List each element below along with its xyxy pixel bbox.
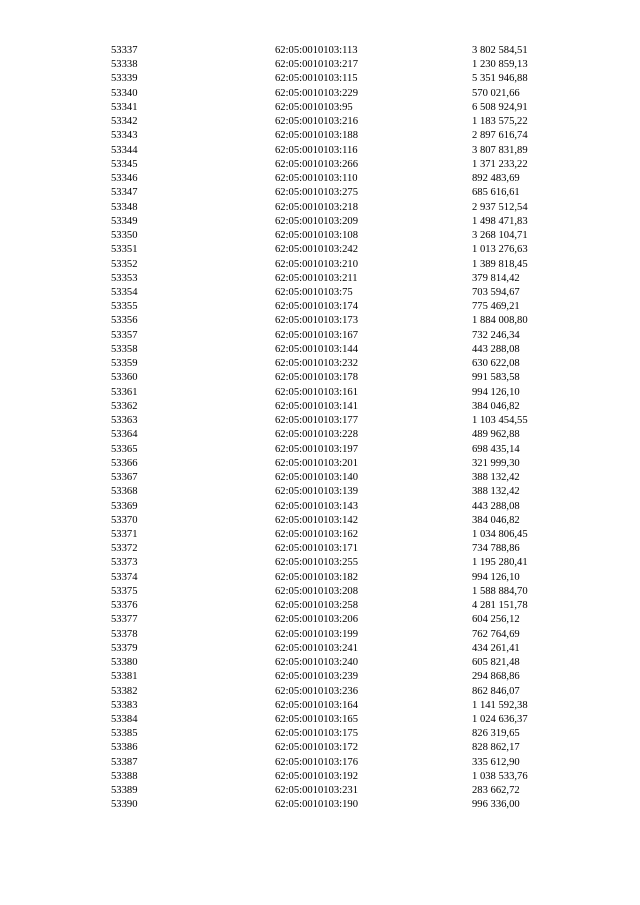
cadastral-number: 62:05:0010103:216 [275, 116, 358, 128]
table-row [0, 798, 640, 812]
table-row [0, 613, 640, 627]
table-row [0, 215, 640, 229]
cadastral-number: 62:05:0010103:176 [275, 756, 358, 768]
cadastral-number: 62:05:0010103:199 [275, 628, 358, 640]
cadastral-number: 62:05:0010103:144 [275, 343, 358, 355]
cadastral-value: 1 371 233,22 [472, 158, 528, 170]
row-number: 53352 [111, 258, 138, 270]
row-number: 53360 [111, 372, 138, 384]
row-number: 53374 [111, 571, 138, 583]
row-number: 53368 [111, 486, 138, 498]
cadastral-number: 62:05:0010103:113 [275, 45, 358, 56]
table-row [0, 400, 640, 414]
row-number: 53373 [111, 557, 138, 569]
cadastral-value: 862 846,07 [472, 685, 520, 697]
row-number: 53362 [111, 400, 138, 412]
table-row [0, 158, 640, 172]
row-number: 53347 [111, 187, 138, 199]
table-row [0, 642, 640, 656]
row-number: 53379 [111, 642, 138, 654]
cadastral-value: 994 126,10 [472, 571, 520, 583]
row-number: 53342 [111, 116, 138, 128]
row-number: 53348 [111, 201, 138, 213]
row-number: 53363 [111, 415, 138, 427]
cadastral-number: 62:05:0010103:177 [275, 415, 358, 427]
table-row [0, 699, 640, 713]
row-number: 53367 [111, 472, 138, 484]
row-number: 53351 [111, 244, 138, 256]
cadastral-number: 62:05:0010103:192 [275, 770, 358, 782]
cadastral-value: 283 662,72 [472, 785, 520, 797]
cadastral-value: 604 256,12 [472, 614, 520, 626]
table-row [0, 571, 640, 585]
table-row [0, 770, 640, 784]
cadastral-value: 732 246,34 [472, 329, 520, 341]
cadastral-number: 62:05:0010103:190 [275, 799, 358, 811]
table-row [0, 258, 640, 272]
cadastral-number: 62:05:0010103:116 [275, 144, 358, 156]
table-row [0, 44, 640, 58]
row-number: 53369 [111, 500, 138, 512]
row-number: 53385 [111, 728, 138, 740]
table-row [0, 101, 640, 115]
row-number: 53357 [111, 329, 138, 341]
row-number: 53376 [111, 600, 138, 612]
row-number: 53354 [111, 286, 138, 298]
cadastral-value: 1 013 276,63 [472, 244, 528, 256]
row-number: 53338 [111, 59, 138, 71]
cadastral-value: 1 038 533,76 [472, 770, 528, 782]
cadastral-value: 1 183 575,22 [472, 116, 528, 128]
cadastral-number: 62:05:0010103:108 [275, 230, 358, 242]
cadastral-number: 62:05:0010103:209 [275, 215, 358, 227]
table-row [0, 386, 640, 400]
cadastral-value: 2 897 616,74 [472, 130, 528, 142]
cadastral-value: 828 862,17 [472, 742, 520, 754]
table-row [0, 286, 640, 300]
row-number: 53371 [111, 528, 138, 540]
cadastral-value: 6 508 924,91 [472, 101, 528, 113]
cadastral-value: 703 594,67 [472, 286, 520, 298]
table-row [0, 670, 640, 684]
cadastral-value: 434 261,41 [472, 642, 520, 654]
cadastral-number: 62:05:0010103:173 [275, 315, 358, 327]
cadastral-value: 489 962,88 [472, 429, 520, 441]
row-number: 53380 [111, 657, 138, 669]
cadastral-value: 570 021,66 [472, 87, 520, 99]
cadastral-number: 62:05:0010103:164 [275, 699, 358, 711]
cadastral-value: 3 268 104,71 [472, 230, 528, 242]
cadastral-value: 384 046,82 [472, 400, 520, 412]
cadastral-value: 388 132,42 [472, 472, 520, 484]
cadastral-value: 5 351 946,88 [472, 73, 528, 85]
cadastral-number: 62:05:0010103:255 [275, 557, 358, 569]
table-row [0, 300, 640, 314]
row-number: 53345 [111, 158, 138, 170]
cadastral-number: 62:05:0010103:165 [275, 714, 358, 726]
row-number: 53387 [111, 756, 138, 768]
cadastral-value: 1 588 884,70 [472, 585, 528, 597]
cadastral-number: 62:05:0010103:258 [275, 600, 358, 612]
table-row [0, 599, 640, 613]
table-row [0, 115, 640, 129]
cadastral-number: 62:05:0010103:201 [275, 457, 358, 469]
row-number: 53378 [111, 628, 138, 640]
cadastral-value: 994 126,10 [472, 386, 520, 398]
table-row [0, 685, 640, 699]
table-row [0, 443, 640, 457]
cadastral-number: 62:05:0010103:110 [275, 173, 358, 185]
cadastral-number: 62:05:0010103:217 [275, 59, 358, 71]
cadastral-value: 321 999,30 [472, 457, 520, 469]
cadastral-value: 1 884 008,80 [472, 315, 528, 327]
cadastral-number: 62:05:0010103:188 [275, 130, 358, 142]
row-number: 53339 [111, 73, 138, 85]
table-row [0, 727, 640, 741]
row-number: 53359 [111, 358, 138, 370]
cadastral-number: 62:05:0010103:140 [275, 472, 358, 484]
cadastral-number: 62:05:0010103:218 [275, 201, 358, 213]
cadastral-number: 62:05:0010103:161 [275, 386, 358, 398]
cadastral-value: 1 230 859,13 [472, 59, 528, 71]
cadastral-number: 62:05:0010103:143 [275, 500, 358, 512]
table-row [0, 656, 640, 670]
cadastral-number: 62:05:0010103:141 [275, 400, 358, 412]
cadastral-number: 62:05:0010103:242 [275, 244, 358, 256]
row-number: 53340 [111, 87, 138, 99]
table-row [0, 741, 640, 755]
cadastral-number: 62:05:0010103:115 [275, 73, 358, 85]
cadastral-value: 3 807 831,89 [472, 144, 528, 156]
cadastral-value: 996 336,00 [472, 799, 520, 811]
table-row [0, 243, 640, 257]
cadastral-number: 62:05:0010103:210 [275, 258, 358, 270]
cadastral-number: 62:05:0010103:171 [275, 543, 358, 555]
row-number: 53384 [111, 714, 138, 726]
row-number: 53349 [111, 215, 138, 227]
cadastral-value: 991 583,58 [472, 372, 520, 384]
cadastral-value: 630 622,08 [472, 358, 520, 370]
cadastral-value: 762 764,69 [472, 628, 520, 640]
row-number: 53381 [111, 671, 138, 683]
row-number: 53361 [111, 386, 138, 398]
table-row [0, 272, 640, 286]
cadastral-value: 443 288,08 [472, 500, 520, 512]
table-row [0, 485, 640, 499]
row-number: 53383 [111, 699, 138, 711]
cadastral-number: 62:05:0010103:162 [275, 528, 358, 540]
cadastral-number: 62:05:0010103:231 [275, 785, 358, 797]
cadastral-value: 294 868,86 [472, 671, 520, 683]
cadastral-number: 62:05:0010103:228 [275, 429, 358, 441]
table-row [0, 500, 640, 514]
cadastral-value: 1 498 471,83 [472, 215, 528, 227]
cadastral-number: 62:05:0010103:142 [275, 514, 358, 526]
table-row [0, 713, 640, 727]
row-number: 53346 [111, 173, 138, 185]
table-row [0, 87, 640, 101]
cadastral-value: 1 103 454,55 [472, 415, 528, 427]
row-number: 53364 [111, 429, 138, 441]
cadastral-value: 388 132,42 [472, 486, 520, 498]
cadastral-number: 62:05:0010103:232 [275, 358, 358, 370]
cadastral-value: 379 814,42 [472, 272, 520, 284]
cadastral-number: 62:05:0010103:174 [275, 301, 358, 313]
cadastral-number: 62:05:0010103:197 [275, 443, 358, 455]
row-number: 53358 [111, 343, 138, 355]
row-number: 53355 [111, 301, 138, 313]
cadastral-number: 62:05:0010103:236 [275, 685, 358, 697]
table-row [0, 556, 640, 570]
row-number: 53366 [111, 457, 138, 469]
cadastral-value: 685 616,61 [472, 187, 520, 199]
cadastral-number: 62:05:0010103:172 [275, 742, 358, 754]
table-row [0, 756, 640, 770]
row-number: 53341 [111, 101, 138, 113]
cadastral-value: 892 483,69 [472, 173, 520, 185]
table-row [0, 784, 640, 798]
cadastral-value: 826 319,65 [472, 728, 520, 740]
cadastral-number: 62:05:0010103:241 [275, 642, 358, 654]
cadastral-value: 605 821,48 [472, 657, 520, 669]
row-number: 53344 [111, 144, 138, 156]
cadastral-number: 62:05:0010103:178 [275, 372, 358, 384]
cadastral-number: 62:05:0010103:240 [275, 657, 358, 669]
cadastral-value: 3 802 584,51 [472, 45, 528, 56]
cadastral-value: 698 435,14 [472, 443, 520, 455]
cadastral-value: 4 281 151,78 [472, 600, 528, 612]
table-row [0, 371, 640, 385]
row-number: 53390 [111, 799, 138, 811]
row-number: 53337 [111, 45, 138, 56]
table-row [0, 329, 640, 343]
cadastral-number: 62:05:0010103:266 [275, 158, 358, 170]
row-number: 53365 [111, 443, 138, 455]
row-number: 53372 [111, 543, 138, 555]
row-number: 53389 [111, 785, 138, 797]
cadastral-number: 62:05:0010103:75 [275, 286, 353, 298]
cadastral-number: 62:05:0010103:206 [275, 614, 358, 626]
cadastral-value: 1 034 806,45 [472, 528, 528, 540]
cadastral-number: 62:05:0010103:211 [275, 272, 358, 284]
table-row [0, 229, 640, 243]
table-row [0, 357, 640, 371]
cadastral-value: 384 046,82 [472, 514, 520, 526]
table-row [0, 58, 640, 72]
table-row [0, 542, 640, 556]
table-row [0, 172, 640, 186]
table-row [0, 428, 640, 442]
cadastral-number: 62:05:0010103:239 [275, 671, 358, 683]
table-row [0, 201, 640, 215]
row-number: 53375 [111, 585, 138, 597]
table-row [0, 457, 640, 471]
row-number: 53356 [111, 315, 138, 327]
cadastral-value: 1 024 636,37 [472, 714, 528, 726]
table-row [0, 129, 640, 143]
cadastral-value: 1 141 592,38 [472, 699, 528, 711]
table-row [0, 343, 640, 357]
table-row [0, 72, 640, 86]
cadastral-number: 62:05:0010103:175 [275, 728, 358, 740]
table-row [0, 144, 640, 158]
row-number: 53343 [111, 130, 138, 142]
cadastral-value: 734 788,86 [472, 543, 520, 555]
cadastral-value: 443 288,08 [472, 343, 520, 355]
cadastral-number: 62:05:0010103:167 [275, 329, 358, 341]
cadastral-number: 62:05:0010103:208 [275, 585, 358, 597]
cadastral-number: 62:05:0010103:229 [275, 87, 358, 99]
cadastral-value: 335 612,90 [472, 756, 520, 768]
row-number: 53388 [111, 770, 138, 782]
row-number: 53386 [111, 742, 138, 754]
cadastral-number: 62:05:0010103:275 [275, 187, 358, 199]
table-row [0, 585, 640, 599]
cadastral-number: 62:05:0010103:139 [275, 486, 358, 498]
row-number: 53353 [111, 272, 138, 284]
row-number: 53370 [111, 514, 138, 526]
cadastral-value: 1 389 818,45 [472, 258, 528, 270]
cadastral-number: 62:05:0010103:95 [275, 101, 353, 113]
table-row [0, 628, 640, 642]
cadastral-value: 1 195 280,41 [472, 557, 528, 569]
table-row [0, 528, 640, 542]
table-row [0, 314, 640, 328]
table-row [0, 414, 640, 428]
table-row [0, 514, 640, 528]
cadastral-value-table [0, 44, 640, 813]
table-row [0, 186, 640, 200]
table-row [0, 471, 640, 485]
cadastral-value: 775 469,21 [472, 301, 520, 313]
cadastral-value: 2 937 512,54 [472, 201, 528, 213]
cadastral-number: 62:05:0010103:182 [275, 571, 358, 583]
row-number: 53350 [111, 230, 138, 242]
row-number: 53377 [111, 614, 138, 626]
row-number: 53382 [111, 685, 138, 697]
